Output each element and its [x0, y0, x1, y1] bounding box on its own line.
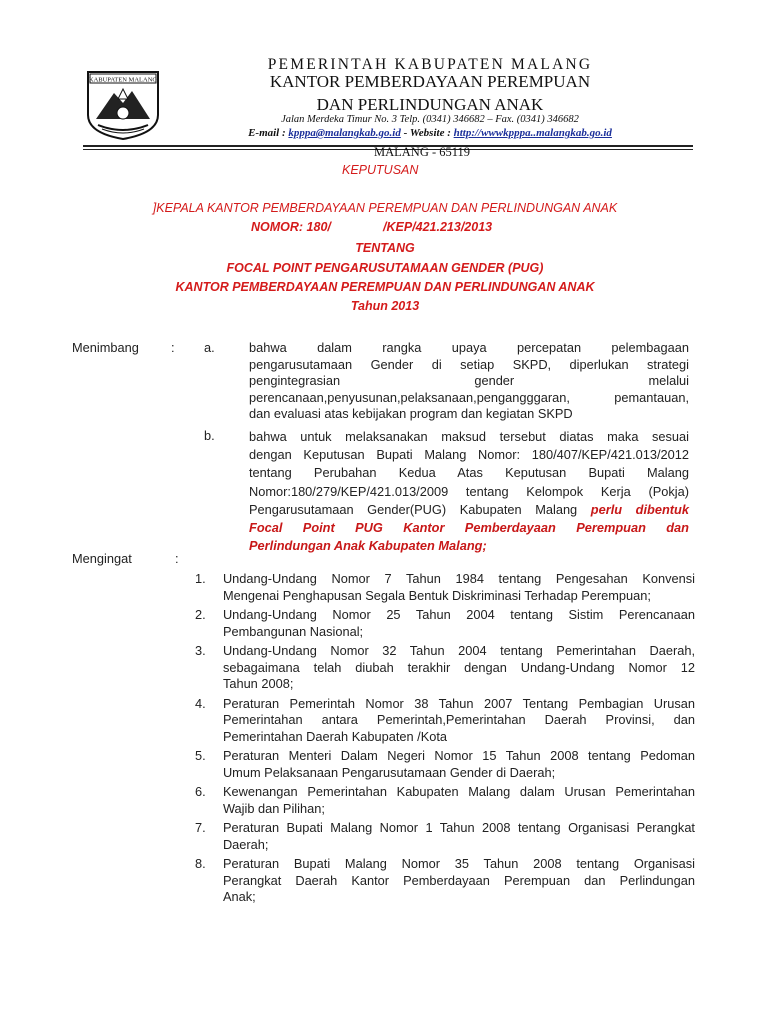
title-kepala: ]KEPALA KANTOR PEMBERDAYAAN PEREMPUAN DAN PERLINDUNGAN ANAK [152, 201, 618, 215]
letterhead-contact [150, 127, 710, 139]
list-text [223, 643, 695, 693]
title-subject-1: FOCAL POINT PENGARUSUTAMAAN GENDER (PUG) [226, 261, 544, 275]
website-label: - Website : [403, 127, 451, 139]
title-tentang: TENTANG [355, 241, 415, 255]
list-text [223, 571, 695, 604]
list-text [223, 820, 695, 853]
text-line: pengarusutamaan Gender di setiap SKPD, diperlukan strategi [249, 356, 689, 372]
title-year: Tahun 2013 [350, 299, 420, 313]
text-line: Undang-Undang Nomor 7 Tahun 1984 tentang Pengesahan Konvensi [222, 571, 695, 586]
list-text [223, 607, 695, 640]
text-line: Undang-Undang Nomor 25 Tahun 2004 tentang Sistim Perencanaan [222, 607, 695, 622]
text-line: Perangkat Daerah Kantor Pemberdayaan Perempuan dan Perlindungan [222, 872, 695, 888]
text-line: Pemerintahan antara Pemerintah,Pemerintahan Daerah Provinsi, dan [222, 712, 695, 727]
list-item [195, 784, 695, 817]
text-line: tentang Perubahan Kedua Atas Keputusan Bupati Malang [249, 465, 689, 481]
list-number: 2. [195, 607, 206, 622]
text-line: Peraturan Menteri Dalam Negeri Nomor 15 Tahun 2008 tentang Pedoman [222, 748, 695, 763]
text-line: dan evaluasi atas kebijakan program dan kegiatan SKPD [249, 406, 573, 421]
letterhead-government: PEMERINTAH KABUPATEN MALANG [267, 56, 593, 73]
text-line: Anak; [222, 889, 256, 904]
list-item [195, 571, 695, 604]
text-line: Pemerintahan Daerah Kabupaten /Kota [222, 728, 448, 744]
letterhead-office-line1: KANTOR PEMBERDAYAAN PEREMPUAN [269, 72, 591, 91]
list-item [195, 820, 695, 853]
text-line: Peraturan Pemerintah Nomor 38 Tahun 2007 Tentang Pembagian Urusan [222, 695, 695, 711]
text-line: pengintegrasian gender melalui [249, 373, 689, 388]
mengingat-label: Mengingat [72, 551, 132, 566]
letterhead-office-line2: DAN PERLINDUNGAN ANAK [316, 95, 544, 114]
list-item [195, 607, 695, 640]
text-line: Undang-Undang Nomor 32 Tahun 2004 tentang Pemerintahan Daerah, [222, 643, 695, 658]
text-emphasis: perlu dibentuk [590, 501, 689, 517]
text-line: Kewenangan Pemerintahan Kabupaten Malang dalam Urusan Pemerintahan [222, 784, 695, 799]
list-item [195, 748, 695, 781]
text-line-emphasis: Focal Point PUG Kantor Pemberdayaan Perempuan dan [249, 520, 689, 536]
title-subject-2: KANTOR PEMBERDAYAAN PEREMPUAN DAN PERLINDUNGAN ANAK [175, 280, 595, 294]
title-keputusan: KEPUTUSAN [342, 163, 419, 177]
list-number: 1. [195, 571, 206, 586]
text-line-emphasis: Perlindungan Anak Kabupaten Malang; [249, 538, 487, 554]
menimbang-colon: : [171, 340, 175, 355]
text-line: Mengenai Penghapusan Segala Bentuk Diskriminasi Terhadap Perempuan; [222, 587, 651, 603]
email-label: E-mail : [248, 127, 286, 139]
list-text [223, 748, 695, 781]
list-item [195, 856, 695, 906]
text-line: Pembangunan Nasional; [222, 623, 364, 639]
text-plain: Pengarusutamaan Gender(PUG) Kabupaten Malang [249, 501, 578, 517]
text-line [249, 501, 689, 519]
menimbang-b-text [249, 428, 689, 555]
website-link[interactable]: http://wwwkpppa..malangkab.go.id [453, 127, 612, 139]
text-line: Umum Pelaksanaan Pengarusutamaan Gender di Daerah; [222, 764, 556, 780]
email-link[interactable]: kpppa@malangkab.go.id [288, 127, 401, 139]
text-line: bahwa untuk melaksanakan maksud tersebut diatas maka sesuai [249, 429, 689, 444]
list-number: 5. [195, 748, 206, 763]
list-number: 8. [195, 856, 206, 871]
text-line: Tahun 2008; [222, 676, 294, 691]
menimbang-a-marker: a. [204, 340, 215, 355]
text-line: Peraturan Bupati Malang Nomor 35 Tahun 2008 tentang Organisasi [222, 856, 695, 871]
list-text [223, 696, 695, 746]
list-number: 7. [195, 820, 206, 835]
letterhead-city: MALANG - 65119 [374, 145, 471, 159]
list-text [223, 856, 695, 906]
list-number: 4. [195, 695, 206, 711]
text-line: dengan Keputusan Bupati Malang Nomor: 180/407/KEP/421.013/2012 [249, 447, 689, 463]
logo-text: KABUPATEN MALANG [88, 76, 158, 84]
title-nomor-prefix: NOMOR: 180/ [251, 220, 331, 234]
menimbang-b-marker: b. [204, 428, 215, 443]
text-line: Wajib dan Pilihan; [222, 800, 325, 816]
title-nomor-suffix: /KEP/421.213/2013 [383, 220, 493, 234]
list-item [195, 643, 695, 693]
letterhead-address: Jalan Merdeka Timur No. 3 Telp. (0341) 346682 – Fax. (0341) 346682 [281, 114, 579, 125]
menimbang-a-text [249, 340, 689, 423]
list-number: 3. [195, 643, 206, 658]
text-line: Nomor:180/279/KEP/421.013/2009 tentang Kelompok Kerja (Pokja) [249, 483, 689, 499]
list-number: 6. [195, 784, 206, 799]
mengingat-list [195, 571, 695, 909]
menimbang-label: Menimbang [72, 340, 139, 355]
text-line: Peraturan Bupati Malang Nomor 1 Tahun 2008 tentang Organisasi Perangkat [222, 820, 695, 835]
list-item [195, 696, 695, 746]
text-line: Daerah; [222, 836, 269, 852]
text-line: perencanaan,penyusunan,pelaksanaan,pengangggaran, pemantauan, [249, 389, 689, 405]
text-line: bahwa dalam rangka upaya percepatan pelembagaan [249, 340, 689, 355]
list-text [223, 784, 695, 817]
mengingat-colon: : [175, 551, 179, 566]
text-line: sebagaimana telah diubah terakhir dengan Undang-Undang Nomor 12 [222, 659, 695, 675]
